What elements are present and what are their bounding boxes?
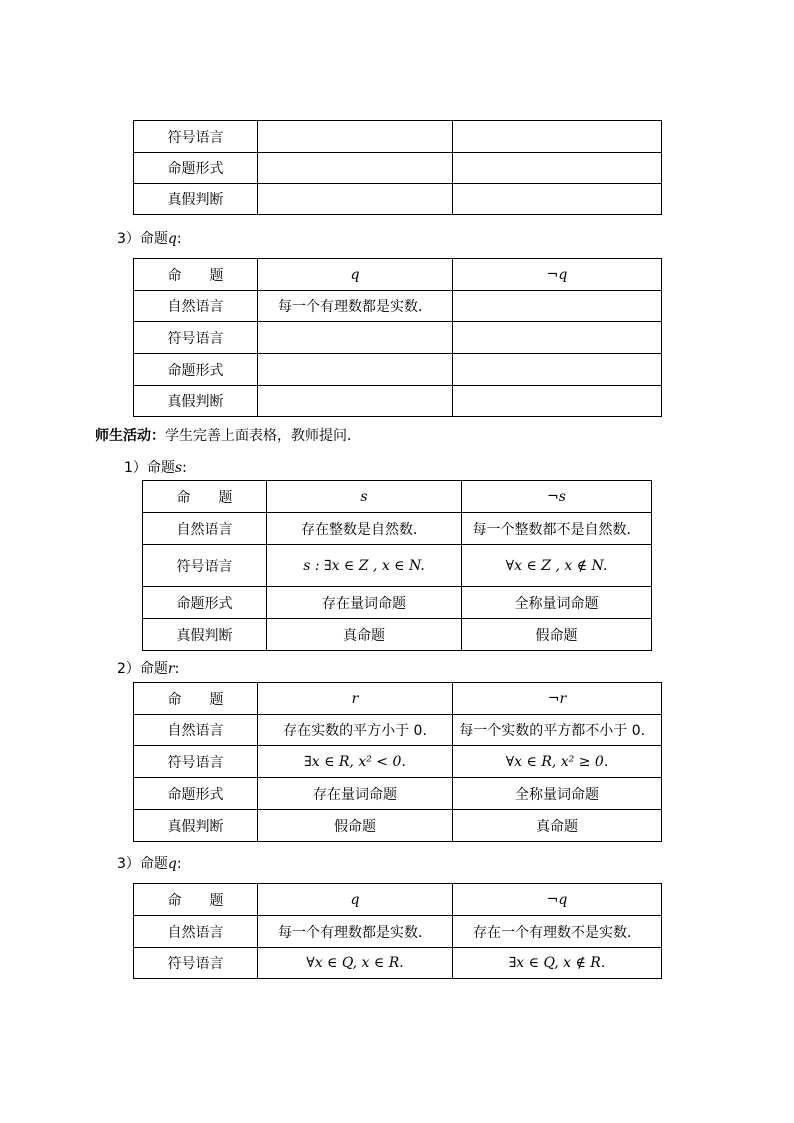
table-row [134,121,662,153]
table-row [134,746,662,778]
cell [453,291,662,322]
cell: ∀x ∈ R, x² ≥ 0. [453,746,662,778]
cell: 存在整数是自然数． [267,513,462,545]
cell: 每一个整数都不是自然数． [462,513,652,545]
cell [258,153,453,184]
row-label: 命题形式 [134,778,258,810]
row-label: 符号语言 [134,948,258,979]
header-label: 命 题 [134,884,258,916]
table-row [134,715,662,746]
cell: ∀x ∈ Q, x ∈ R. [258,948,453,979]
cell: 每一个有理数都是实数． [258,291,453,322]
cell: 真命题 [453,810,662,842]
row-label: 命题形式 [143,587,267,619]
table-header-row [143,481,652,513]
header-label: 命 题 [134,683,258,715]
row-label: 符号语言 [134,322,258,354]
cell: 存在实数的平方小于 0. [258,715,453,746]
cell: 每一个有理数都是实数． [258,916,453,948]
table-row [134,322,662,354]
table-proposition-r [133,682,662,842]
row-label: 自然语言 [134,291,258,322]
cell: 真命题 [267,619,462,651]
table-row [143,587,652,619]
row-label: 符号语言 [143,545,267,587]
cell [453,354,662,386]
cell [258,322,453,354]
cell [453,322,662,354]
row-label: 真假判断 [134,810,258,842]
cell [258,386,453,417]
table-row [134,778,662,810]
cell [453,184,662,215]
header-cell: ¬q [453,259,662,291]
cell: 存在量词命题 [258,778,453,810]
header-cell: q [258,884,453,916]
header-cell: ¬r [453,683,662,715]
table-row [134,916,662,948]
table-row [134,153,662,184]
table-row [134,291,662,322]
table-proposition-q1 [133,258,662,417]
table-row [134,948,662,979]
table-header-row [134,884,662,916]
table-row [134,184,662,215]
cell: 全称量词命题 [453,778,662,810]
cell: ∀x ∈ Z , x ∉ N. [462,545,652,587]
cell: 存在量词命题 [267,587,462,619]
header-label: 命 题 [143,481,267,513]
section-heading-s: 1）命题s: [124,460,187,476]
cell [453,153,662,184]
row-label: 命题形式 [134,354,258,386]
cell: 全称量词命题 [462,587,652,619]
table-header-row [134,683,662,715]
table-row [134,386,662,417]
cell [453,121,662,153]
table-proposition-q2 [133,883,662,979]
header-cell: r [258,683,453,715]
table-row [143,545,652,587]
row-label: 自然语言 [143,513,267,545]
row-label: 真假判断 [134,184,258,215]
header-cell: s [267,481,462,513]
cell [258,354,453,386]
table-continued [133,120,662,215]
row-label: 符号语言 [134,746,258,778]
row-label: 命题形式 [134,153,258,184]
row-label: 自然语言 [134,715,258,746]
cell: 假命题 [462,619,652,651]
cell [258,121,453,153]
cell: 存在一个有理数不是实数． [453,916,662,948]
cell: ∃x ∈ Q, x ∉ R. [453,948,662,979]
cell [453,386,662,417]
cell: 每一个实数的平方都不小于 0． [453,715,662,746]
header-cell: q [258,259,453,291]
section-heading-q2: 3）命题q: [117,856,182,872]
cell: ∃x ∈ R, x² < 0. [258,746,453,778]
header-label: 命 题 [134,259,258,291]
row-label: 自然语言 [134,916,258,948]
table-header-row [134,259,662,291]
table-row [134,354,662,386]
cell: 假命题 [258,810,453,842]
section-heading-q1: 3）命题q: [117,231,182,247]
section-heading-r: 2）命题r: [117,661,180,677]
cell: s : ∃x ∈ Z , x ∈ N. [267,545,462,587]
row-label: 真假判断 [143,619,267,651]
row-label: 真假判断 [134,386,258,417]
table-row [143,513,652,545]
row-label: 符号语言 [134,121,258,153]
table-proposition-s [142,480,652,651]
table-row [143,619,652,651]
cell [258,184,453,215]
teacher-student-activity: 师生活动：学生完善上面表格，教师提问． [95,428,361,444]
table-row [134,810,662,842]
header-cell: ¬q [453,884,662,916]
header-cell: ¬s [462,481,652,513]
